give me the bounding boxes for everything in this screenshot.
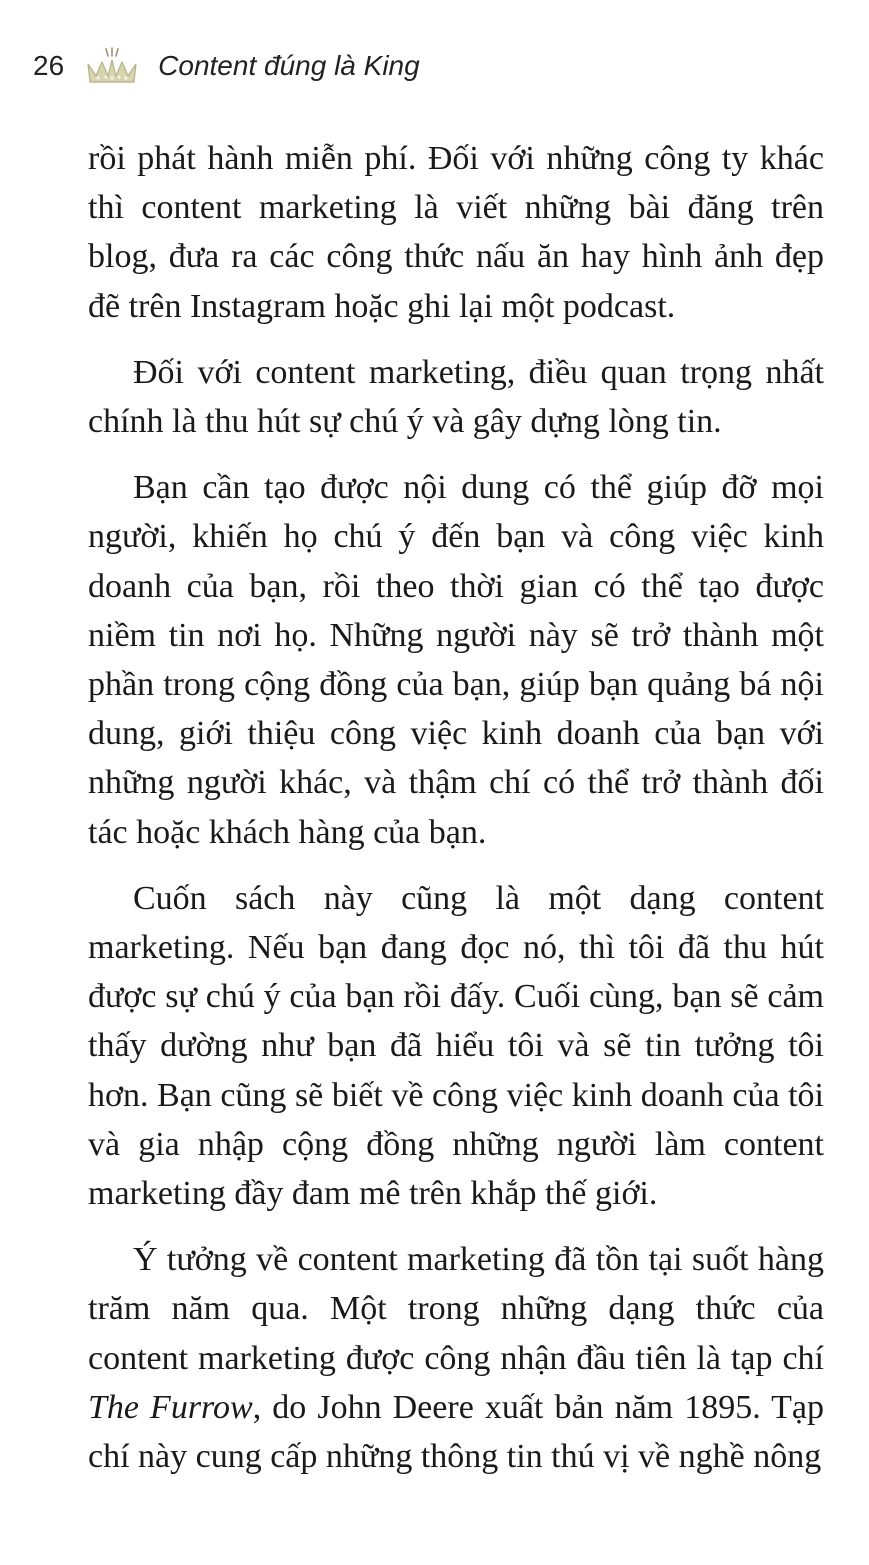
paragraph: Đối với content marketing, điều quan trọng nhất chính là thu hút sự chú ý và gây dựng lòng tin. bbox=[88, 353, 824, 441]
paragraph: Bạn cần tạo được nội dung có thể giúp đỡ mọi người, khiến họ chú ý đến bạn và công việc kinh doanh của bạn, rồi theo thời gian có thể tạo được niềm tin nơi họ. Những người này sẽ trở thành một phần trong cộng đồng của bạn, giúp bạn quảng bá nội dung, giới thiệu công việc kinh doanh của bạn với những người khác, và thậm chí có thể trở thành đối tác hoặc khách hàng của bạn. bbox=[88, 469, 824, 851]
paragraph: Cuốn sách này cũng là một dạng content marketing. Nếu bạn đang đọc nó, thì tôi đã thu hút được sự chú ý của bạn rồi đấy. Cuối cùng, bạn sẽ cảm thấy dường như bạn đã hiểu tôi và sẽ tin tưởng tôi hơn. Bạn cũng sẽ biết về công việc kinh doanh của tôi và gia nhập cộng đồng những người làm content marketing đầy đam mê trên khắp thế giới. bbox=[88, 879, 824, 1213]
paragraph-text: Ý tưởng về content marketing đã tồn tại suốt hàng trăm năm qua. Một trong những dạng thức của content marketing được công nhận đầu tiên là tạp chí bbox=[88, 1241, 824, 1377]
page-header bbox=[33, 46, 420, 86]
page-body bbox=[88, 134, 824, 1498]
page-number: 26 bbox=[33, 50, 65, 81]
paragraph-text: , do John Deere xuất bản năm 1895. Tạp chí này cung cấp những thông tin thú vị về nghề nông bbox=[88, 1388, 824, 1476]
paragraph bbox=[88, 1235, 824, 1481]
paragraph: rồi phát hành miễn phí. Đối với những công ty khác thì content marketing là viết những bài đăng trên blog, đưa ra các công thức nấu ăn hay hình ảnh đẹp đẽ trên Instagram hoặc ghi lại một podcast. bbox=[88, 140, 824, 325]
running-title: Content đúng là King bbox=[158, 50, 420, 81]
magazine-title: The Furrow bbox=[88, 1388, 253, 1426]
crown-icon bbox=[84, 46, 140, 86]
